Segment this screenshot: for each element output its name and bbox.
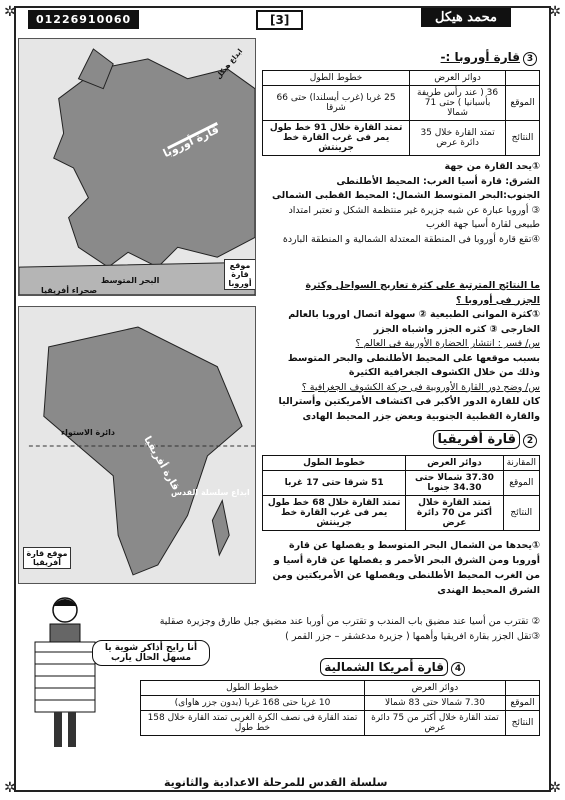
africa-map-credit: ابداع سلسلة القدس (171, 488, 250, 497)
africa-heading: 2قارة أفريقيا (433, 432, 537, 448)
equator-label: دائرة الاستواء (61, 428, 116, 437)
africa-table (262, 455, 540, 531)
footer-title: سلسلة القدس للمرحلة الاعدادية والثانوية (164, 776, 388, 789)
results-question: ما النتائج المترتبة على كثرة تعاريج السواحل وكثرة الجزر فى أوروبا ؟ (305, 280, 540, 306)
section-number: 4 (451, 662, 465, 676)
section-number: 2 (523, 434, 537, 448)
mediterranean-label: البحر المتوسط (101, 276, 160, 285)
europe-location-label: موقع قارة أوروبا (224, 259, 256, 290)
table-row: النتائج تمتد القارة خلال أكثر من 70 دائرة عرض تمتد القارة خلال 68 خط طول يمر فى غرب القارة خط جرينتش (263, 496, 540, 531)
table-header: دوائر العرض (364, 681, 505, 696)
table-header (506, 681, 540, 696)
africa-map-title: قارة أفريقيا (141, 434, 182, 493)
bounds-line: الشرق: قارة أسيا الغرب: المحيط الأطلنطى (336, 175, 540, 187)
table-header: خطوط الطول (141, 681, 365, 696)
europe-table (262, 70, 540, 156)
africa-point-1: ①يحدها من الشمال البحر المتوسط و يفصلها عن قارة أوروبا ومن الشرق البحر الأحمر و يفصلها عن قارة أسيا و من الغرب المحيط الأطلنطى ويفصلها عن الأمريكتين ومن الشرق المحيط الهندى (272, 540, 540, 596)
europe-body (262, 160, 540, 247)
page-number: [3] (256, 10, 303, 30)
africa-point: ② تقترب من أسيا عند مضيق باب المندب و تقترب من أوربا عند مضيق جبل طارق وجزيرة صقلية (159, 616, 540, 627)
europe-map-title: قارة أوروبا (161, 122, 221, 161)
star-ornament-icon: ✲ (549, 780, 561, 796)
explain-answer: كان للقارة الدور الأكبر فى اكتشاف الأمريكتين وأستراليا والقارة القطبية الجنوبية وبعض جزر المحيط الهادى (278, 396, 540, 422)
table-row: الموقع 36 ( عند رأس طريفة بأسبانيا ) حتى 71 شمالا 25 غربا (غرب أيسلندا) حتى 66 شرقا (263, 86, 540, 121)
table-row: الموقع 7.30 شمالا حتى 83 شمالا 10 غربا حتى 168 غربا (بدون جزر هاواى) (141, 696, 540, 711)
europe-point: ③ أوروبا عبارة عن شبه جزيرة غير منتظمة الشكل و تعتبر امتداد طبيعى لقارة أسيا جهة الغرب (288, 204, 540, 230)
explain-question: س/ فسر : انتشار الحضارة الأوربية فى العالم ؟ (355, 338, 540, 349)
results-answer: ①كثرة الموانى الطبيعية ② سهولة اتصال اوروبا بالعالم الخارجى ③ كثره الجزر واشباه الجزر (288, 309, 540, 335)
star-ornament-icon: ✲ (4, 780, 16, 796)
africa-location-label: موقع قارة أفريقيا (23, 547, 71, 569)
speech-bubble: أنا رايح أذاكر شوية يا مسهل الحال يارب (92, 640, 210, 666)
page-footer (24, 776, 541, 794)
author-name: محمد هيكل (421, 8, 511, 27)
table-header: المقارنة (503, 456, 539, 471)
north-america-heading: 4قارة أمريكا الشمالية (320, 660, 465, 676)
table-row: النتائج تمتد القارة خلال 35 دائرة عرض تمتد القارة خلال 91 خط طول يمر فى غرب القارة خط جرينتش (263, 121, 540, 156)
bounds-title: ①يحد القارة من جهة (444, 161, 540, 172)
europe-results (40, 279, 540, 424)
europe-point: ④تقع قارة أوروبا فى المنطقة المعتدلة الشمالية و المنطقة الباردة (282, 233, 540, 245)
table-header: دوائر العرض (406, 456, 503, 471)
table-header: خطوط الطول (263, 456, 406, 471)
table-header: دوائر العرض (410, 71, 506, 86)
table-header: خطوط الطول (263, 71, 410, 86)
table-row: النتائج تمتد القارة خلال أكثر من 75 دائرة عرض تمتد القارة فى نصف الكرة الغربى تمتد القارة خلال 158 خط طول (141, 711, 540, 736)
europe-heading: 3قارة أوروبا :- (441, 50, 537, 66)
student-with-books-illustration (20, 592, 110, 752)
explain-answer: بسبب موقعها على المحيط الأطلنطى والبحر المتوسط وذلك من خلال الكشوف الجغرافية الكثيرة (287, 352, 540, 378)
table-header (506, 71, 540, 86)
africa-point: ③تقل الجزر بقارة افريقيا وأهمها ( جزيرة مدغشقر – جزر القمر ) (285, 631, 540, 642)
explain-question: س/ وضح دور القارة الأوروبية فى حركة الكشوف الجغرافية ؟ (301, 381, 540, 393)
north-america-table (140, 680, 540, 736)
page-header (24, 10, 541, 32)
section-number: 3 (523, 52, 537, 66)
star-ornament-icon: ✲ (549, 4, 561, 20)
europe-map (18, 38, 256, 296)
europe-map-credit: ابداع هيكل (214, 47, 245, 81)
desert-label: صحراء أفريقيا (41, 286, 98, 295)
phone-number: 01226910060 (28, 10, 139, 29)
star-ornament-icon: ✲ (4, 4, 16, 20)
table-row: الموقع 37.30 شمالا حتى 34.30 جنوبا 51 شرقا حتى 17 غربا (263, 471, 540, 496)
bounds-line: الجنوب:البحر المتوسط الشمال: المحيط القطبى الشمالى (272, 190, 540, 201)
